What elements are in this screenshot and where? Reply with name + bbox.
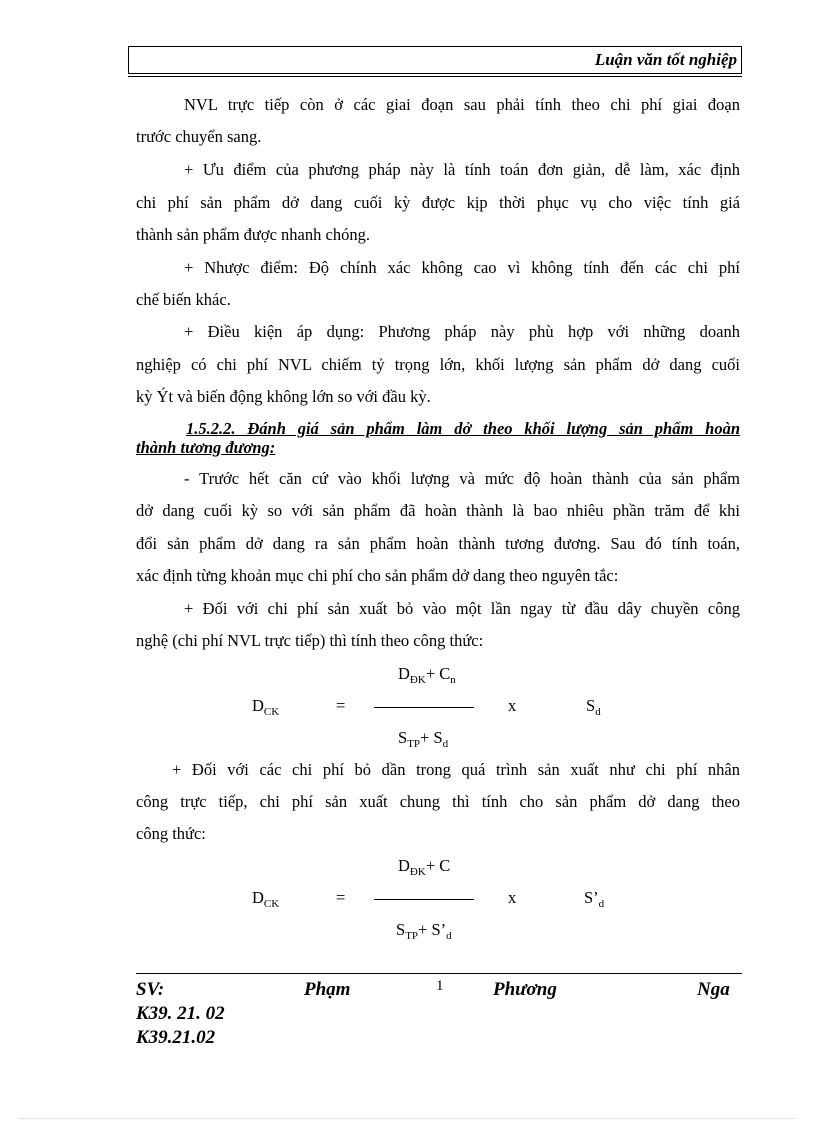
formula-2-lhs: $D_{CK}$ bbox=[252, 888, 280, 910]
paragraph-3-line-1: + Nhược điểm: Độ chính xác không cao vì không tính đến các chi phí bbox=[184, 258, 740, 277]
header-title: Luận văn tốt nghiệp bbox=[594, 50, 737, 69]
paragraph-1-line-2: trước chuyển sang. bbox=[136, 127, 262, 146]
paragraph-7-line-2: công trực tiếp, chi phí sản xuất chung thì tính cho sản phẩm dở dang theo bbox=[136, 792, 740, 811]
formula-2-fraction-bar bbox=[374, 899, 474, 900]
formula-1-numerator: $D_{ĐK}+ C_n$ bbox=[398, 664, 456, 686]
paragraph-5-line-4: xác định từng khoản mục chi phí cho sản phẩm dở dang theo nguyên tắc: bbox=[136, 566, 619, 585]
formula-1-equals: = bbox=[336, 696, 346, 715]
formula-2 bbox=[0, 852, 816, 952]
section-heading-line-2: thành tương đương: bbox=[136, 438, 276, 457]
paragraph-2-line-2: chi phí sản phẩm dở dang cuối kỳ được kịp thời phục vụ cho việc tính giá bbox=[136, 193, 740, 212]
footer-class-code-2: K39.21.02 bbox=[136, 1027, 216, 1048]
formula-2-equals: = bbox=[336, 888, 346, 907]
paragraph-6-line-1: + Đối với chi phí sản xuất bỏ vào một lần ngay từ đầu dây chuyền công bbox=[184, 599, 740, 618]
formula-1 bbox=[0, 660, 816, 760]
footer-class-code-1: K39. 21. 02 bbox=[136, 1003, 225, 1024]
paragraph-5-line-1: - Trước hết căn cứ vào khối lượng và mức độ hoàn thành của sản phẩm bbox=[184, 469, 740, 488]
paragraph-4-line-1: + Điều kiện áp dụng: Phương pháp này phù hợp với những doanh bbox=[184, 322, 740, 341]
formula-1-times: x bbox=[508, 696, 517, 715]
paragraph-3-line-2: chế biến khác. bbox=[136, 290, 231, 309]
page-number: 1 bbox=[436, 978, 444, 994]
paragraph-5-line-2: dở dang cuối kỳ so với sản phẩm đã hoàn thành là bao nhiêu phần trăm để khi bbox=[136, 501, 740, 520]
formula-1-lhs: $D_{CK}$ bbox=[252, 696, 280, 718]
paragraph-5-line-3: đổi sản phẩm dở dang ra sản phẩm hoàn thành tương đương. Sau đó tính toán, bbox=[136, 534, 740, 553]
page-header bbox=[128, 46, 742, 74]
paragraph-6-line-2: nghệ (chi phí NVL trực tiếp) thì tính theo công thức: bbox=[136, 631, 484, 650]
paragraph-2-line-1: + Ưu điểm của phương pháp này là tính toán đơn giản, dễ làm, xác định bbox=[184, 160, 740, 179]
footer-last-name: Nga bbox=[697, 979, 730, 1000]
section-heading-line-1: 1.5.2.2. Đánh giá sản phẩm làm dở theo khối lượng sản phẩm hoàn bbox=[186, 419, 740, 438]
paragraph-7-line-1: + Đối với các chi phí bỏ dần trong quá trình sản xuất như chi phí nhân bbox=[172, 760, 740, 779]
footer-sv-label: SV: bbox=[136, 979, 165, 1000]
footer-middle-name: Phương bbox=[493, 979, 557, 1000]
paragraph-4-line-3: kỳ Ýt và biến động không lớn so với đầu kỳ. bbox=[136, 387, 431, 406]
formula-2-numerator: $D_{ĐK}+ C$ bbox=[398, 856, 451, 878]
formula-1-rhs: $S_d$ bbox=[586, 696, 601, 718]
paragraph-4-line-2: nghiệp có chi phí NVL chiếm tỷ trọng lớn, khối lượng sản phẩm dở dang cuối bbox=[136, 355, 740, 374]
paragraph-7-line-3: công thức: bbox=[136, 824, 206, 843]
formula-1-denominator: $S_{TP}+ S_d$ bbox=[398, 728, 449, 750]
formula-2-times: x bbox=[508, 888, 517, 907]
paragraph-1-line-1: NVL trực tiếp còn ở các giai đoạn sau phải tính theo chi phí giai đoạn bbox=[184, 95, 740, 114]
footer-first-name: Phạm bbox=[304, 979, 351, 1000]
page-bottom-border bbox=[20, 1118, 796, 1119]
paragraph-2-line-3: thành sản phẩm được nhanh chóng. bbox=[136, 225, 370, 244]
footer-rule bbox=[136, 973, 742, 974]
formula-2-rhs: $S’_d$ bbox=[584, 888, 605, 910]
formula-1-fraction-bar bbox=[374, 707, 474, 708]
formula-2-denominator: $S_{TP}+$ $S’_d$ bbox=[396, 920, 452, 942]
